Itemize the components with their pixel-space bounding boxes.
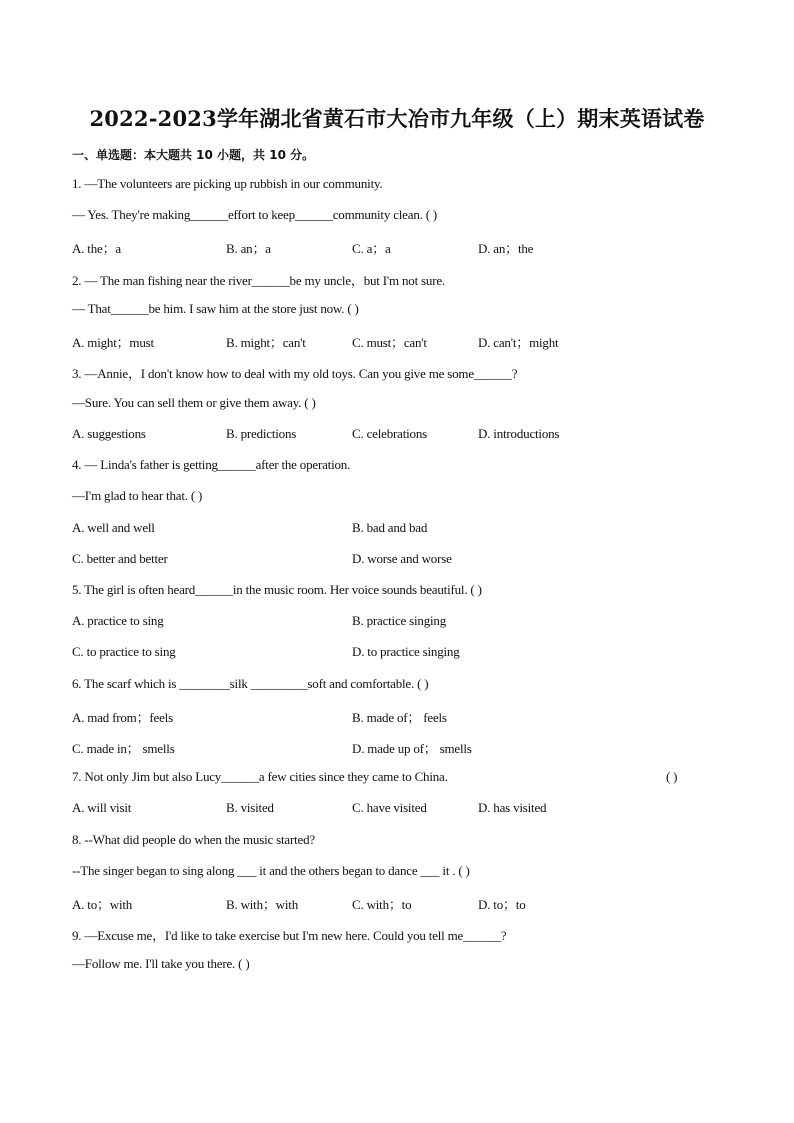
question-5-option-b[interactable]: B. practice singing [352,613,447,628]
question-8-response: --The singer began to sing along ___ it and the others began to dance ___ it . ( ) [72,863,470,878]
page-title: 2022-2023学年湖北省黄石市大冶市九年级（上）期末英语试卷 [89,106,705,131]
question-3-stem: 3. —Annie，I don't know how to deal with my old toys. Can you give me some______? [72,366,518,381]
question-5-stem: 5. The girl is often heard______in the music room. Her voice sounds beautiful. ( ) [72,582,482,597]
question-6-option-d[interactable]: D. made up of； smells [352,741,472,756]
question-2-option-d[interactable]: D. can't；might [478,335,559,350]
question-5-option-a[interactable]: A. practice to sing [72,613,164,628]
question-7-option-c[interactable]: C. have visited [352,800,427,815]
question-8-option-b[interactable]: B. with；with [226,897,298,912]
question-4-stem: 4. — Linda's father is getting______after the operation. [72,457,351,472]
question-4-option-a[interactable]: A. well and well [72,520,155,535]
question-4-option-d[interactable]: D. worse and worse [352,551,452,566]
question-7-option-a[interactable]: A. will visit [72,800,132,815]
question-5-option-d[interactable]: D. to practice singing [352,644,460,659]
question-2-option-b[interactable]: B. might；can't [226,335,306,350]
question-3-option-a[interactable]: A. suggestions [72,426,146,441]
question-7-answer-paren: ( ) [666,769,678,784]
question-2-stem: 2. — The man fishing near the river______be my uncle，but I'm not sure. [72,273,445,288]
question-1-option-a[interactable]: A. the；a [72,241,121,256]
question-2-option-a[interactable]: A. might；must [72,335,154,350]
question-1-option-c[interactable]: C. a；a [352,241,391,256]
question-4-option-c[interactable]: C. better and better [72,551,168,566]
question-2-response: — That______be him. I saw him at the store just now. ( ) [72,301,359,316]
question-1-option-b[interactable]: B. an；a [226,241,271,256]
question-3-option-b[interactable]: B. predictions [226,426,297,441]
question-2-option-c[interactable]: C. must；can't [352,335,427,350]
question-6-stem: 6. The scarf which is ________silk _________soft and comfortable. ( ) [72,676,429,691]
question-7-stem: 7. Not only Jim but also Lucy______a few cities since they came to China. [72,769,448,784]
question-8-option-a[interactable]: A. to；with [72,897,133,912]
question-6-option-c[interactable]: C. made in； smells [72,741,175,756]
question-7-option-b[interactable]: B. visited [226,800,274,815]
question-3-option-d[interactable]: D. introductions [478,426,560,441]
question-8-option-c[interactable]: C. with；to [352,897,412,912]
question-7-option-d[interactable]: D. has visited [478,800,547,815]
question-6-option-a[interactable]: A. mad from；feels [72,710,173,725]
question-9-response: —Follow me. I'll take you there. ( ) [72,956,250,971]
question-9-stem: 9. —Excuse me，I'd like to take exercise but I'm new here. Could you tell me______? [72,928,507,943]
question-8-stem: 8. --What did people do when the music started? [72,832,315,847]
question-1-response: — Yes. They're making______effort to keep______community clean. ( ) [72,207,438,222]
question-5-option-c[interactable]: C. to practice to sing [72,644,176,659]
question-1-stem: 1. —The volunteers are picking up rubbish in our community. [72,176,383,191]
section-heading: 一、单选题：本大题共 10 小题，共 10 分。 [72,148,315,162]
question-1-option-d[interactable]: D. an；the [478,241,534,256]
question-6-option-b[interactable]: B. made of； feels [352,710,447,725]
question-3-option-c[interactable]: C. celebrations [352,426,427,441]
question-4-response: —I'm glad to hear that. ( ) [72,488,203,503]
question-3-response: —Sure. You can sell them or give them away. ( ) [72,395,316,410]
question-4-option-b[interactable]: B. bad and bad [352,520,428,535]
question-8-option-d[interactable]: D. to；to [478,897,526,912]
